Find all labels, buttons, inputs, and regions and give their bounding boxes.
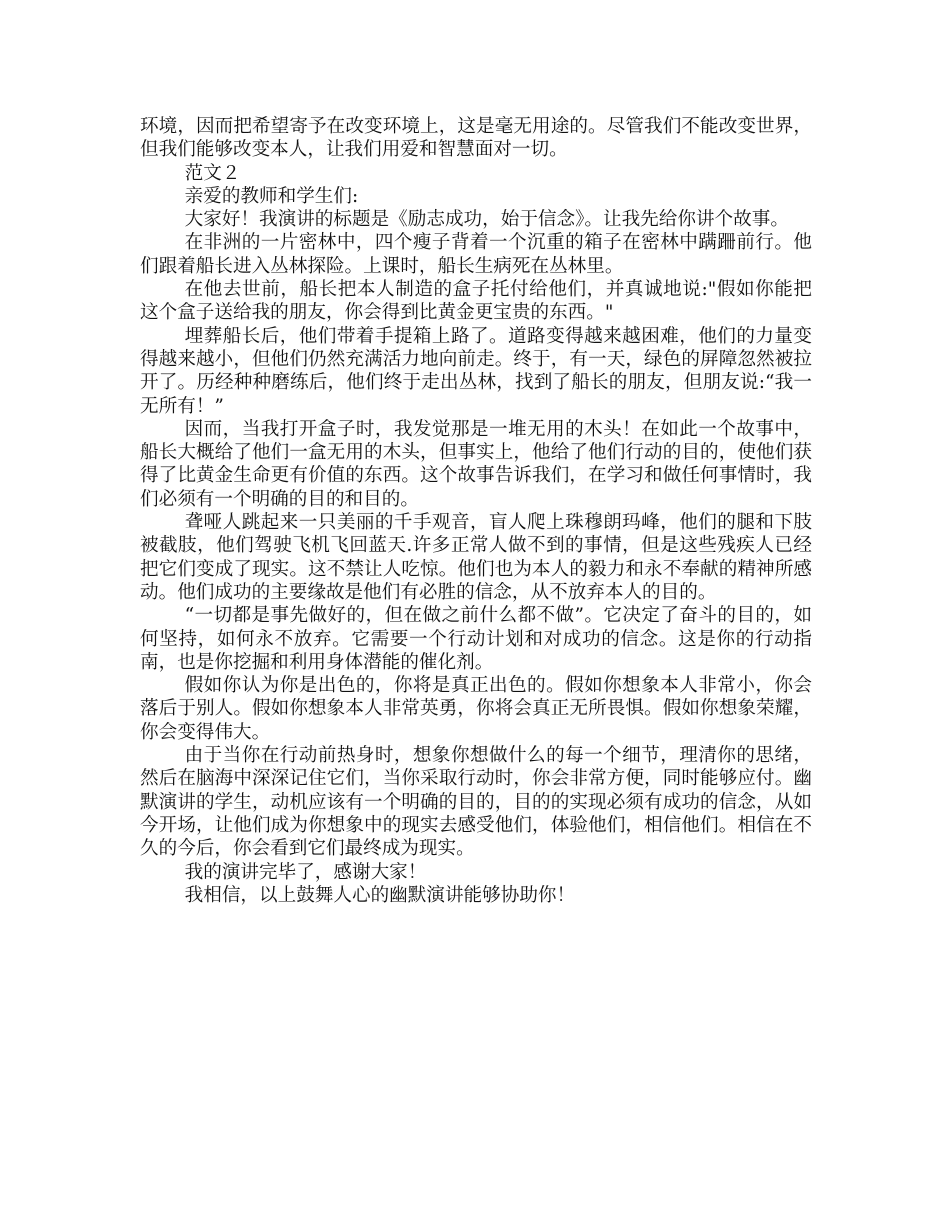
section-heading: 范文２ — [184, 162, 241, 184]
closing-line: 我的演讲完毕了，感谢大家！ — [184, 861, 427, 883]
paragraph: 在非洲的一片密林中，四个瘦子背着一个沉重的箱子在密林中蹒跚前行。他们跟着船长进入丛林探险。上课时，船长生病死在丛林里。 — [140, 232, 812, 277]
salutation: 亲爱的教师和学生们: — [184, 185, 359, 207]
paragraph: 大家好！我演讲的标题是《励志成功，始于信念》。让我先给你讲个故事。 — [184, 209, 789, 231]
paragraph: 因而，当我打开盒子时，我发觉那是一堆无用的木头！在如此一个故事中，船长大概给了他们一盒无用的木头，但事实上，他给了他们行动的目的，使他们获得了比黄金生命更有价值的东西。这个故事告诉我们，在学习和做任何事情时，我们必须有一个明确的目的和目的。 — [140, 418, 812, 510]
paragraph: 埋葬船长后，他们带着手提箱上路了。道路变得越来越困难，他们的力量变得越来越小，但他们仍然充满活力地向前走。终于，有一天，绿色的屏障忽然被拉开了。历经种种磨练后，他们终于走出丛林，找到了船长的朋友，但朋友说:“我一无所有！” — [140, 325, 812, 417]
paragraph: 在他去世前，船长把本人制造的盒子托付给他们，并真诚地说:"假如你能把这个盒子送给我的朋友，你会得到比黄金更宝贵的东西。" — [140, 279, 812, 324]
paragraph: 假如你认为你是出色的，你将是真正出色的。假如你想象本人非常小，你会落后于别人。假如你想象本人非常英勇，你将会真正无所畏惧。假如你想象荣耀，你会变得伟大。 — [140, 675, 812, 743]
document-page — [140, 115, 812, 907]
paragraph: “一切都是事先做好的，但在做之前什么都不做”。它决定了奋斗的目的，如何坚持，如何永不放弃。它需要一个行动计划和对成功的信念。这是你的行动指南，也是你挖掘和利用身体潜能的催化剂。 — [140, 605, 812, 673]
closing-line: 我相信，以上鼓舞人心的幽默演讲能够协助你！ — [184, 884, 576, 906]
paragraph: 聋哑人跳起来一只美丽的千手观音，盲人爬上珠穆朗玛峰，他们的腿和下肢被截肢，他们驾驶飞机飞回蓝天.许多正常人做不到的事情，但是这些残疾人已经把它们变成了现实。这不禁让人吃惊。他们也为本人的毅力和永不奉献的精神所感动。他们成功的主要缘故是他们有必胜的信念，从不放弃本人的目的。 — [140, 512, 812, 603]
paragraph: 由于当你在行动前热身时，想象你想做什么的每一个细节，理清你的思绪，然后在脑海中深深记住它们，当你采取行动时，你会非常方便，同时能够应付。幽默演讲的学生，动机应该有一个明确的目的，目的的实现必须有成功的信念，从如今开场，让他们成为你想象中的现实去感受他们，体验他们，相信他们。相信在不久的今后，你会看到它们最终成为现实。 — [140, 745, 812, 860]
paragraph-continuation: 环境，因而把希望寄予在改变环境上，这是毫无用途的。尽管我们不能改变世界，但我们能够改变本人，让我们用爱和智慧面对一切。 — [140, 116, 812, 161]
